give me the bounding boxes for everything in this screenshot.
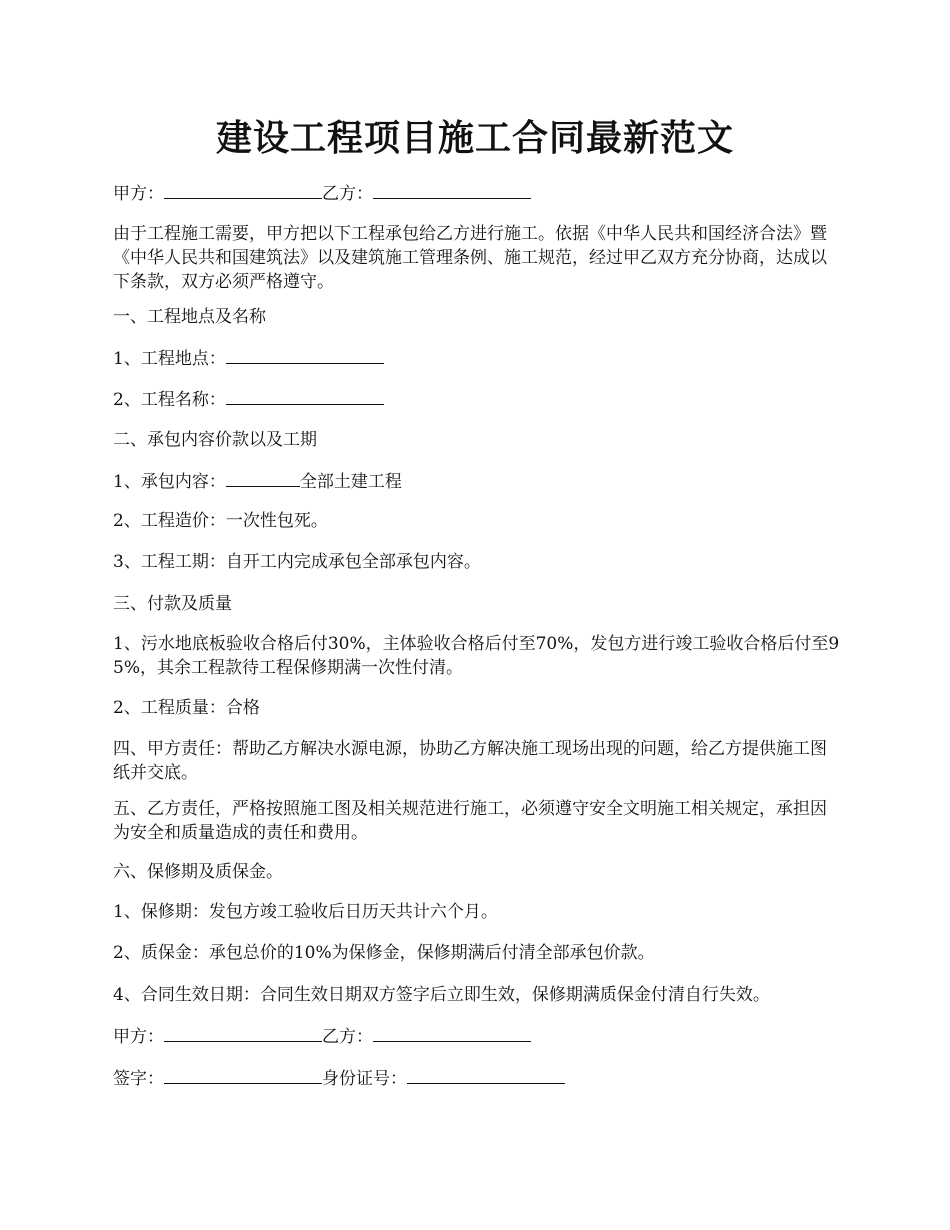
quality-line: 2、工程质量：合格 — [113, 698, 260, 718]
contract-content-value: 全部土建工程 — [299, 472, 402, 492]
project-cost-line: 2、工程造价：一次性包死。 — [113, 511, 328, 531]
signature-id-line — [113, 1065, 843, 1091]
contract-content-line — [113, 468, 843, 494]
project-name-line — [113, 386, 843, 412]
retention-money-line: 2、质保金：承包总价的10%为保修金，保修期满后付清全部承包价款。 — [113, 943, 655, 963]
project-location-label: 1、工程地点： — [113, 349, 226, 369]
party-a-duty-paragraph: 四、甲方责任：帮助乙方解决水源电源，协助乙方解决施工现场出现的问题，给乙方提供施工图纸并交底。 — [113, 739, 827, 783]
signature-party-a-label: 甲方： — [113, 1027, 164, 1047]
party-b-label: 乙方： — [322, 184, 373, 204]
contract-content-blank[interactable] — [226, 468, 300, 487]
signature-party-b-label: 乙方： — [322, 1027, 373, 1047]
sign-blank[interactable] — [164, 1065, 322, 1084]
section6-heading: 六、保修期及质保金。 — [113, 862, 283, 882]
document-title: 建设工程项目施工合同最新范文 — [215, 117, 734, 159]
effective-date-line: 4、合同生效日期：合同生效日期双方签字后立即生效，保修期满质保金付清自行失效。 — [113, 985, 770, 1005]
section3-heading: 三、付款及质量 — [113, 594, 232, 614]
signature-party-b-blank[interactable] — [373, 1023, 531, 1042]
sign-label: 签字： — [113, 1069, 164, 1089]
project-name-blank[interactable] — [226, 386, 384, 405]
signature-party-a-blank[interactable] — [164, 1023, 322, 1042]
id-number-label: 身份证号： — [322, 1069, 407, 1089]
intro-paragraph: 由于工程施工需要，甲方把以下工程承包给乙方进行施工。依据《中华人民共和国经济合法》暨《中华人民共和国建筑法》以及建筑施工管理条例、施工规范，经过甲乙双方充分协商，达成以下条款，双方必须严格遵守。 — [113, 224, 827, 292]
section1-heading: 一、工程地点及名称 — [113, 307, 266, 327]
signature-party-line — [113, 1023, 843, 1049]
project-duration-line: 3、工程工期：自开工内完成承包全部承包内容。 — [113, 552, 481, 572]
party-b-blank[interactable] — [373, 180, 531, 199]
project-location-blank[interactable] — [226, 345, 384, 364]
payment-paragraph: 1、污水地底板验收合格后付30%，主体验收合格后付至70%，发包方进行竣工验收合格后付至95%，其余工程款待工程保修期满一次性付清。 — [113, 634, 840, 678]
party-b-duty-paragraph: 五、乙方责任，严格按照施工图及相关规范进行施工，必须遵守安全文明施工相关规定，承担因为安全和质量造成的责任和费用。 — [113, 799, 827, 843]
party-a-label: 甲方： — [113, 184, 164, 204]
party-a-blank[interactable] — [164, 180, 322, 199]
contract-content-label: 1、承包内容： — [113, 472, 226, 492]
project-location-line — [113, 345, 843, 371]
party-line — [113, 180, 843, 206]
warranty-period-line: 1、保修期：发包方竣工验收后日历天共计六个月。 — [113, 902, 498, 922]
section2-heading: 二、承包内容价款以及工期 — [113, 430, 317, 450]
id-number-blank[interactable] — [407, 1065, 565, 1084]
project-name-label: 2、工程名称： — [113, 390, 226, 410]
